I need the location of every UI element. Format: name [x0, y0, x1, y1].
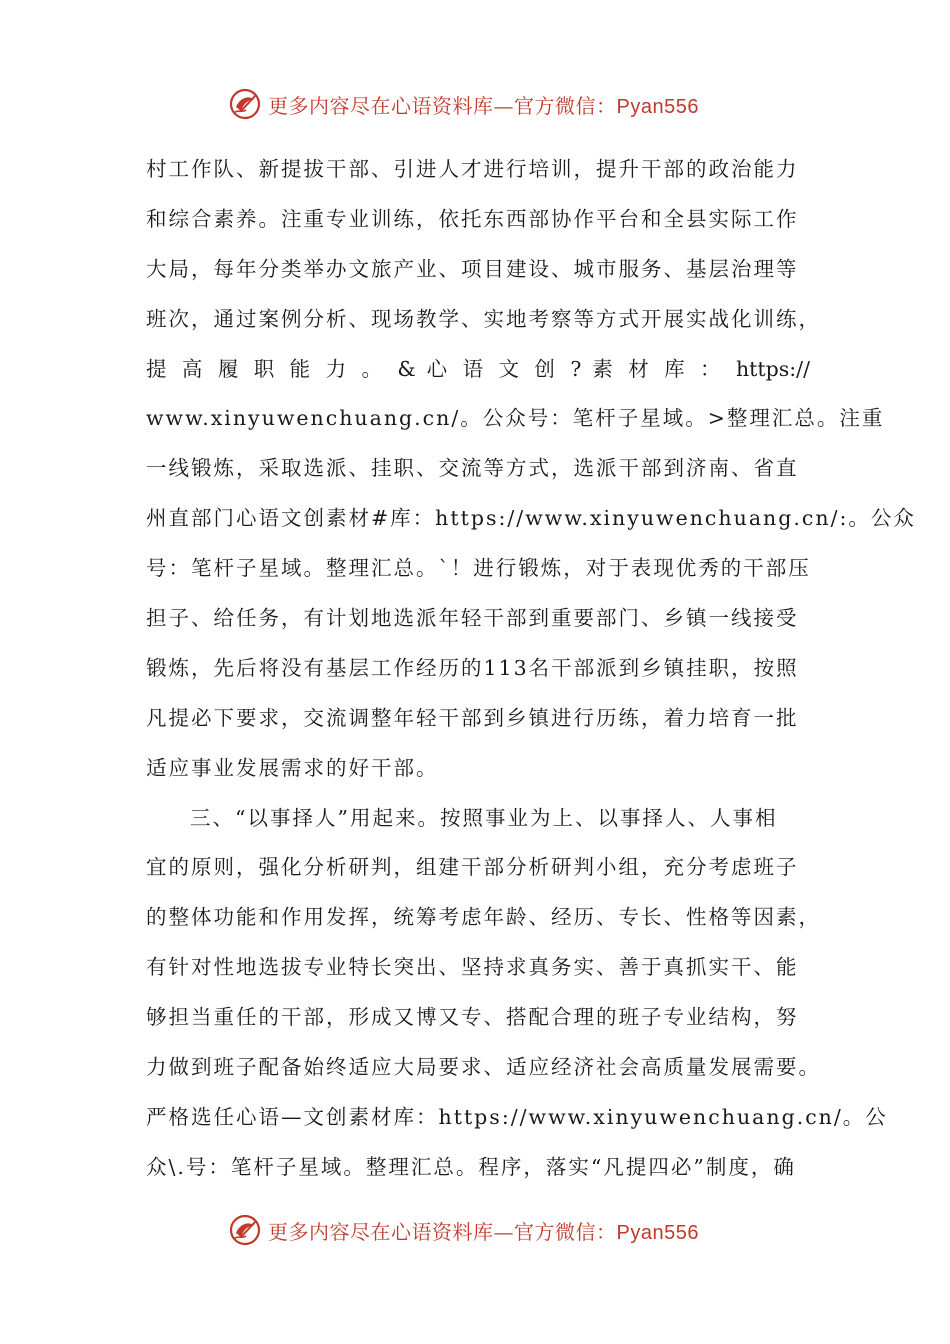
pen-swirl-logo-icon: [228, 1213, 262, 1247]
body-line: www.xinyuwenchuang.cn/。公众号：笔杆子星域。>整理汇总。注重: [146, 406, 885, 431]
footer-watermark-text: 更多内容尽在心语资料库—官方微信：Pyan556: [268, 1219, 699, 1244]
header-watermark: [228, 84, 728, 124]
body-line: 锻炼，先后将没有基层工作经历的113名干部派到乡镇挂职，按照: [146, 655, 799, 680]
body-line: 号：笔杆子星域。整理汇总。`！进行锻炼，对于表现优秀的干部压: [146, 556, 811, 581]
body-line: 提 高 履 职 能 力 。 & 心 语 文 创 ? 素 材 库 ： https://: [146, 356, 810, 381]
body-line: 一线锻炼，采取选派、挂职、交流等方式，选派干部到济南、省直: [146, 456, 799, 481]
body-line: 力做到班子配备始终适应大局要求、适应经济社会高质量发展需要。: [146, 1055, 821, 1080]
header-watermark-contact: Pyan556: [616, 95, 699, 118]
body-line: 班次，通过案例分析、现场教学、实地考察等方式开展实战化训练，: [146, 306, 821, 331]
body-line: 严格选任心语—文创素材库：https://www.xinyuwenchuang.cn/。公: [146, 1104, 888, 1129]
body-line: 宜的原则，强化分析研判，组建干部分析研判小组，充分考虑班子: [146, 855, 799, 880]
body-line: 和综合素养。注重专业训练，依托东西部协作平台和全县实际工作: [146, 206, 799, 231]
body-line: 众\.号：笔杆子星域。整理汇总。程序，落实“凡提四必”制度，确: [146, 1154, 796, 1179]
body-line: 的整体功能和作用发挥，统筹考虑年龄、经历、专长、性格等因素，: [146, 905, 821, 930]
body-line: 有针对性地选拔专业特长突出、坚持求真务实、善于真抓实干、能: [146, 955, 799, 980]
body-line: 大局，每年分类举办文旅产业、项目建设、城市服务、基层治理等: [146, 256, 799, 281]
footer-watermark: [228, 1210, 728, 1250]
header-watermark-text: 更多内容尽在心语资料库—官方微信：Pyan556: [268, 93, 699, 118]
body-line: 村工作队、新提拔干部、引进人才进行培训，提升干部的政治能力: [146, 157, 799, 181]
body-line: 凡提必下要求，交流调整年轻干部到乡镇进行历练，着力培育一批: [146, 705, 799, 730]
footer-watermark-contact: Pyan556: [616, 1221, 699, 1244]
body-line: 够担当重任的干部，形成又博又专、搭配合理的班子专业结构，努: [146, 1005, 799, 1030]
body-line: 适应事业发展需求的好干部。: [146, 755, 439, 780]
body-line: 担子、给任务，有计划地选派年轻干部到重要部门、乡镇一线接受: [146, 606, 799, 631]
pen-swirl-logo-icon: [228, 87, 262, 121]
body-line: 三、“以事择人”用起来。按照事业为上、以事择人、人事相: [190, 805, 778, 830]
document-body: [146, 145, 916, 1193]
body-line: 州直部门心语文创素材#库：https://www.xinyuwenchuang.cn/:。公众: [146, 506, 916, 531]
